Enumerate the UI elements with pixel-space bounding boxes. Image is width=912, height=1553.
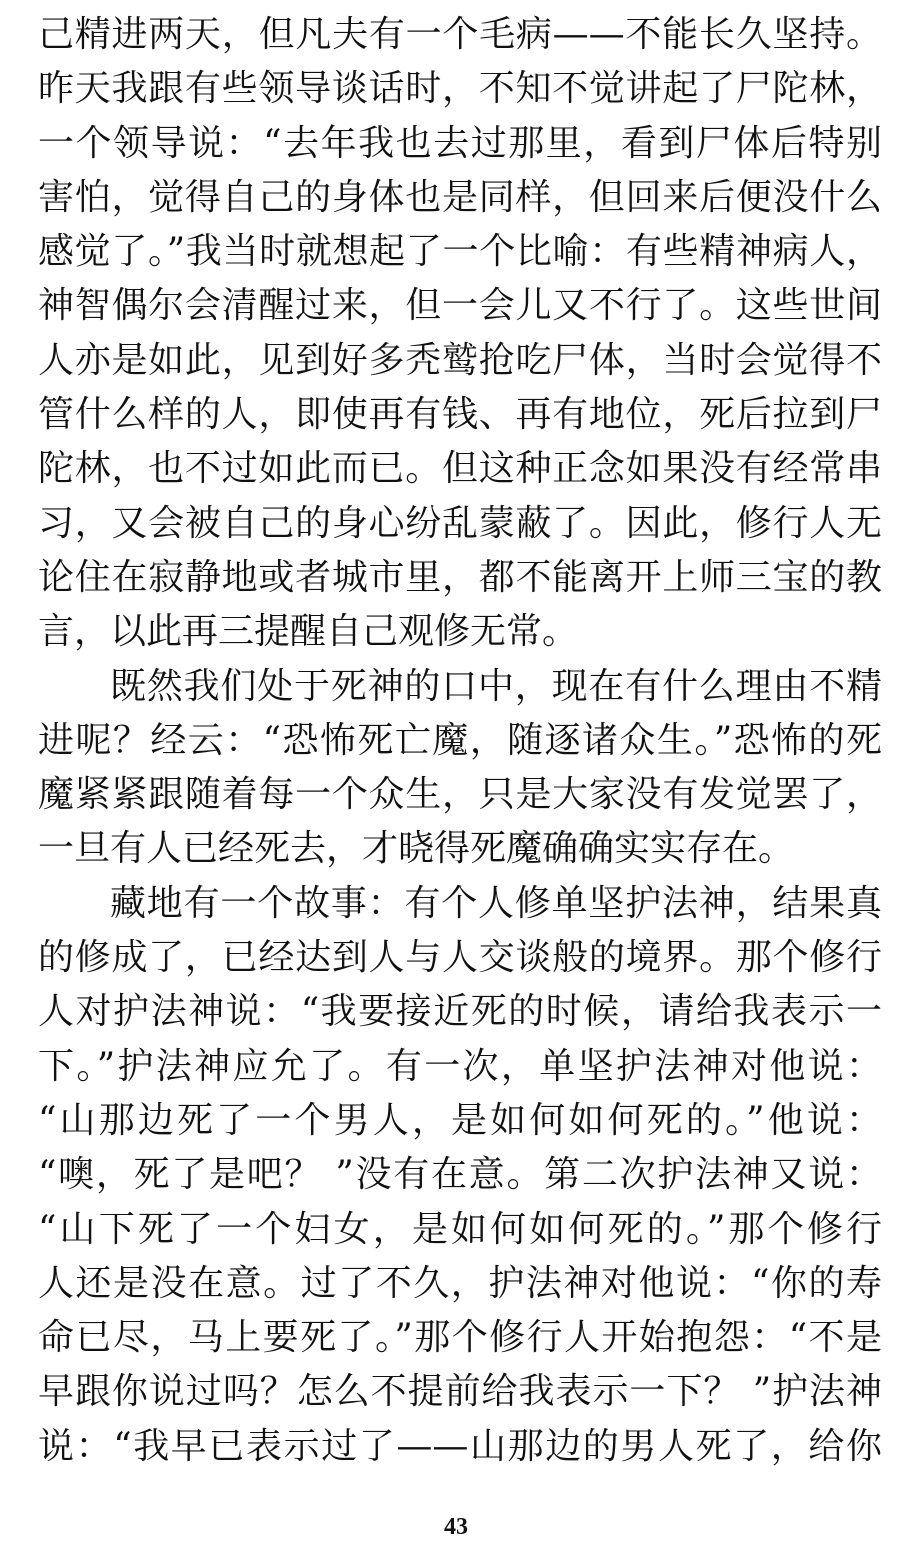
text-line: 管什么样的人，即使再有钱、再有地位，死后拉到尸 bbox=[38, 394, 882, 436]
text-line: 下。”护法神应允了。有一次，单坚护法神对他说： bbox=[38, 1045, 882, 1087]
text-line: 的修成了，已经达到人与人交谈般的境界。那个修行 bbox=[38, 937, 882, 979]
text-line: 陀林，也不过如此而已。但这种正念如果没有经常串 bbox=[38, 448, 882, 490]
page-body bbox=[38, 8, 882, 1474]
text-line: 人亦是如此，见到好多秃鹫抢吃尸体，当时会觉得不 bbox=[38, 339, 882, 381]
text-line: 己精进两天，但凡夫有一个毛病——不能长久坚持。 bbox=[38, 14, 882, 55]
text-line: “山下死了一个妇女，是如何如何死的。”那个修行 bbox=[38, 1208, 882, 1250]
page-number: 43 bbox=[444, 1514, 468, 1540]
text-line: 习，又会被自己的身心纷乱蒙蔽了。因此，修行人无 bbox=[38, 502, 882, 544]
text-line: 人还是没在意。过了不久，护法神对他说：“你的寿 bbox=[38, 1262, 882, 1304]
text-line: 害怕，觉得自己的身体也是同样，但回来后便没什么 bbox=[38, 176, 882, 218]
text-line: 既然我们处于死神的口中，现在有什么理由不精 bbox=[110, 665, 882, 707]
text-line: 进呢？经云：“恐怖死亡魔，随逐诸众生。”恐怖的死 bbox=[38, 719, 882, 761]
text-line: 论住在寂静地或者城市里，都不能离开上师三宝的教 bbox=[38, 556, 882, 598]
text-line: 一个领导说：“去年我也去过那里，看到尸体后特别 bbox=[38, 122, 882, 164]
text-line: 一旦有人已经死去，才晓得死魔确确实实存在。 bbox=[38, 828, 795, 870]
text-line: 感觉了。”我当时就想起了一个比喻：有些精神病人， bbox=[38, 231, 882, 273]
text-line: 言，以此再三提醒自己观修无常。 bbox=[38, 611, 579, 653]
text-line: 早跟你说过吗？怎么不提前给我表示一下？ ”护法神 bbox=[38, 1371, 882, 1413]
text-line: 藏地有一个故事：有个人修单坚护法神，结果真 bbox=[110, 882, 882, 924]
text-line: 昨天我跟有些领导谈话时，不知不觉讲起了尸陀林， bbox=[38, 68, 882, 110]
text-line: 命已尽，马上要死了。”那个修行人开始抱怨：“不是 bbox=[38, 1317, 882, 1359]
text-line: 说：“我早已表示过了——山那边的男人死了，给你 bbox=[38, 1425, 882, 1467]
text-line: 神智偶尔会清醒过来，但一会儿又不行了。这些世间 bbox=[38, 285, 882, 327]
text-line: 人对护法神说：“我要接近死的时候，请给我表示一 bbox=[38, 991, 882, 1033]
text-line: 魔紧紧跟随着每一个众生，只是大家没有发觉罢了， bbox=[38, 774, 882, 816]
text-line: “山那边死了一个男人，是如何如何死的。”他说： bbox=[38, 1099, 882, 1141]
text-line: “噢，死了是吧？ ”没有在意。第二次护法神又说： bbox=[38, 1154, 882, 1196]
